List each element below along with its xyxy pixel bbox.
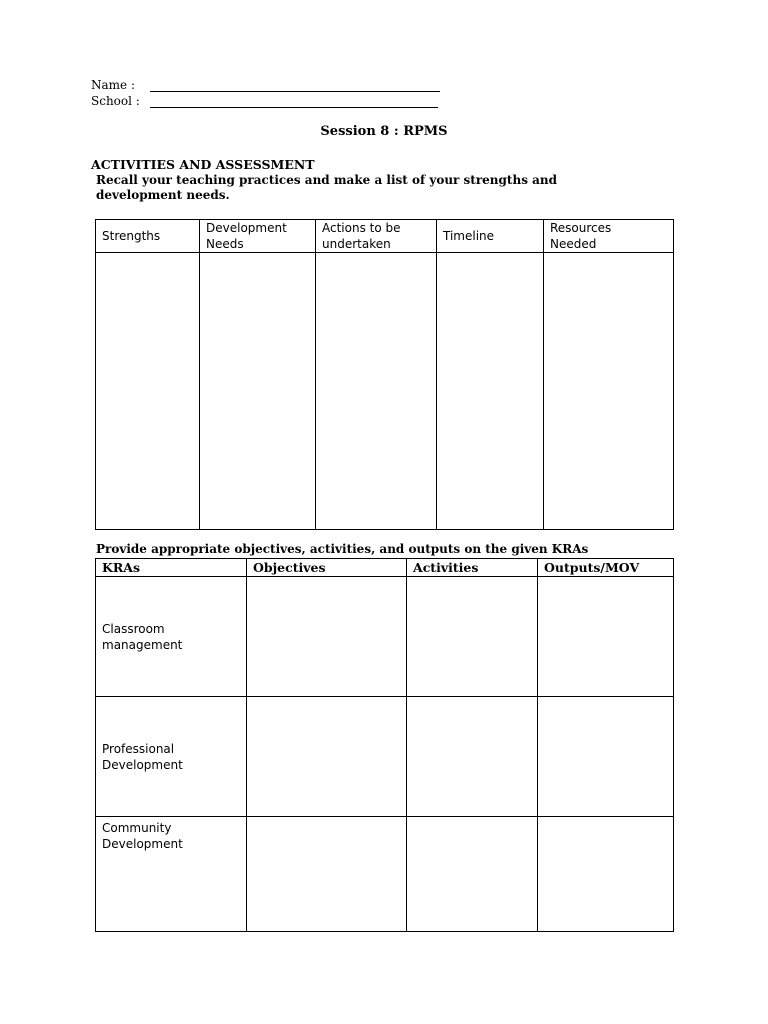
table-row — [96, 817, 674, 932]
instructions-line: Recall your teaching practices and make a list of your strengths and — [96, 173, 558, 187]
header-strengths: Strengths — [96, 220, 200, 253]
instructions-kras: Provide appropriate objectives, activities, and outputs on the given KRAs — [96, 542, 589, 556]
header-timeline: Timeline — [437, 220, 544, 253]
name-label: Name : — [91, 78, 135, 92]
session-title: Session 8 : RPMS — [320, 124, 448, 139]
school-label: School : — [91, 94, 140, 108]
header-actions: Actions to be undertaken — [316, 220, 437, 253]
table-row — [96, 697, 674, 817]
kra-table — [95, 558, 674, 932]
cell-activities[interactable] — [407, 577, 538, 697]
cell-resources[interactable] — [544, 253, 674, 530]
header-kras: KRAs — [96, 559, 247, 577]
cell-actions[interactable] — [316, 253, 437, 530]
instructions-line: development needs. — [96, 188, 230, 202]
header-objectives: Objectives — [247, 559, 407, 577]
cell-outputs[interactable] — [538, 697, 674, 817]
cell-outputs[interactable] — [538, 577, 674, 697]
cell-activities[interactable] — [407, 817, 538, 932]
cell-outputs[interactable] — [538, 817, 674, 932]
strengths-needs-table — [95, 219, 674, 530]
header-resources: Resources Needed — [544, 220, 674, 253]
header-outputs: Outputs/MOV — [538, 559, 674, 577]
name-field[interactable] — [150, 81, 440, 92]
kra-community-development: Community Development — [96, 817, 247, 932]
kra-classroom-management: Classroom management — [96, 577, 247, 697]
cell-strengths[interactable] — [96, 253, 200, 530]
cell-objectives[interactable] — [247, 577, 407, 697]
kra-professional-development: Professional Development — [96, 697, 247, 817]
table-header-row — [96, 559, 674, 577]
table-header-row — [96, 220, 674, 253]
cell-activities[interactable] — [407, 697, 538, 817]
cell-timeline[interactable] — [437, 253, 544, 530]
header-activities: Activities — [407, 559, 538, 577]
cell-development-needs[interactable] — [200, 253, 316, 530]
cell-objectives[interactable] — [247, 697, 407, 817]
instructions-strengths — [96, 173, 557, 203]
table-row — [96, 253, 674, 530]
section-heading: ACTIVITIES AND ASSESSMENT — [91, 157, 315, 172]
school-field[interactable] — [150, 97, 438, 108]
header-development-needs: Development Needs — [200, 220, 316, 253]
cell-objectives[interactable] — [247, 817, 407, 932]
table-row — [96, 577, 674, 697]
